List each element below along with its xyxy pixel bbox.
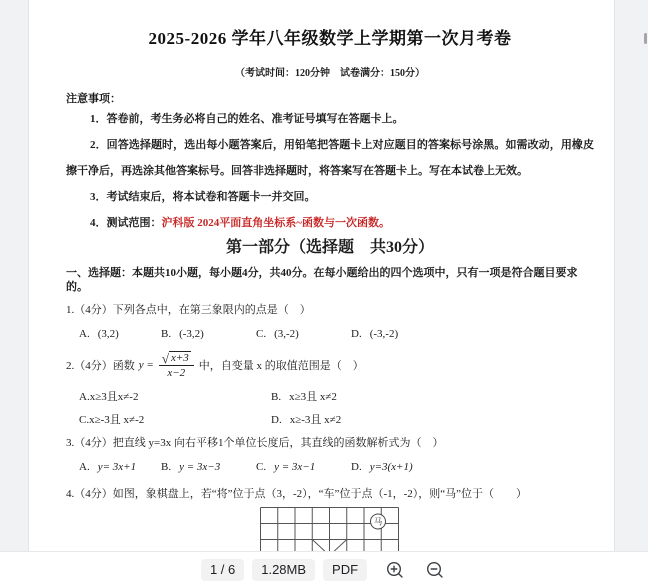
question-2-stem	[66, 349, 594, 381]
option-label: C.	[256, 328, 267, 340]
doc-title: 2025-2026 学年八年级数学上学期第一次月考卷	[148, 29, 512, 48]
zoom-out-icon	[425, 568, 445, 583]
option-value: y= 3x+1	[97, 461, 137, 473]
zoom-out-button[interactable]	[423, 558, 447, 582]
test-scope-prefix: 4．测试范围：	[90, 217, 162, 229]
option-label: D.	[351, 461, 362, 473]
option	[256, 460, 351, 474]
option-label: B.	[161, 328, 172, 340]
question-2-options	[79, 386, 594, 432]
q2-formula-lhs: y =	[138, 359, 154, 371]
notice-item-test-scope	[66, 210, 594, 236]
part1-heading: 第一部分（选择题 共30分）	[225, 239, 434, 256]
option-label: A.	[79, 328, 90, 340]
option	[79, 327, 161, 341]
page-content	[29, 24, 614, 551]
scrollbar-thumb[interactable]	[644, 33, 647, 44]
option	[271, 409, 341, 432]
option-label: D.	[271, 414, 282, 426]
file-type-badge: PDF	[323, 559, 367, 581]
option-label: B.	[161, 461, 172, 473]
options-row	[79, 409, 594, 432]
option	[351, 327, 398, 341]
fraction-numerator	[159, 351, 194, 366]
notice-item: 2．回答选择题时，选出每小题答案后，用铅笔把答题卡上对应题目的答案标号涂黑。如需改动，用橡皮擦干净后，再选涂其他答案标号。回答非选择题时，将答案写在答题卡上。写在本试卷上无效。	[66, 139, 594, 177]
option	[256, 327, 351, 341]
option-value: y = 3x−3	[179, 461, 221, 473]
fraction-denominator: x−2	[167, 367, 186, 379]
notice-heading: 注意事项：	[66, 93, 121, 105]
page-indicator: 1 / 6	[201, 559, 244, 581]
sqrt-symbol: √	[161, 351, 169, 366]
viewer-toolbar	[0, 551, 648, 587]
document-page	[28, 0, 615, 551]
question-3-options	[79, 460, 594, 474]
test-scope-red-text: 沪科版 2024平面直角坐标系~函数与一次函数。	[161, 217, 390, 229]
question-4-stem: 4.（4分）如图，象棋盘上，若“将”位于点（3，-2），“车”位于点（-1，-2），则“马”位于（ ）	[66, 488, 528, 500]
option-value: x≥-3且 x≠-2	[89, 414, 145, 426]
option-value: (3,2)	[97, 328, 119, 340]
option-value: x≥3且x≠-2	[89, 391, 139, 403]
option	[161, 327, 256, 341]
zoom-in-icon	[385, 568, 405, 583]
option-value: (-3,2)	[179, 328, 204, 340]
option-label: A.	[79, 461, 90, 473]
doc-subtitle: （考试时间：120分钟 试卷满分：150分）	[235, 68, 425, 79]
option-value: (-3,-2)	[369, 328, 399, 340]
option-value: y=3(x+1)	[369, 461, 413, 473]
notice-item: 3．考试结束后，将本试卷和答题卡一并交回。	[90, 191, 316, 203]
chessboard-figure	[66, 507, 594, 551]
option	[79, 386, 271, 409]
options-row	[79, 386, 594, 409]
option-value: y = 3x−1	[274, 461, 316, 473]
option	[271, 386, 337, 409]
option-value: (3,-2)	[274, 328, 299, 340]
question-3-stem: 3.（4分）把直线 y=3x 向右平移1个单位长度后，其直线的函数解析式为（ ）	[66, 437, 444, 449]
option	[79, 460, 161, 474]
option-label: A.	[79, 391, 90, 403]
q2-stem-suffix: 中，自变量 x 的取值范围是（ ）	[198, 360, 364, 372]
q2-formula-fraction	[159, 351, 194, 379]
option-value: x≥-3且 x≠2	[289, 414, 342, 426]
notice-item: 1．答卷前，考生务必将自己的姓名、准考证号填写在答题卡上。	[90, 113, 404, 125]
option	[79, 409, 271, 432]
option-value: x≥3且 x≠2	[289, 391, 337, 403]
svg-text:马: 马	[373, 516, 383, 527]
horse-piece	[371, 514, 386, 529]
option-label: D.	[351, 328, 362, 340]
q2-stem-prefix: 2.（4分）函数	[66, 360, 135, 372]
sqrt-radicand: x+3	[170, 352, 189, 364]
question-1-stem: 1.（4分）下列各点中，在第三象限内的点是（ ）	[66, 304, 311, 316]
zoom-in-button[interactable]	[383, 558, 407, 582]
option-label: B.	[271, 391, 282, 403]
option	[351, 460, 413, 474]
file-size-badge: 1.28MB	[252, 559, 315, 581]
question-1-options	[79, 327, 594, 341]
part1-intro: 一、选择题：本题共10小题，每小题4分，共40分。在每小题给出的四个选项中，只有一项是符合题目要求的。	[66, 267, 578, 293]
option-label: C.	[79, 414, 90, 426]
option-label: C.	[256, 461, 267, 473]
option	[161, 460, 256, 474]
chessboard-svg	[260, 507, 400, 551]
